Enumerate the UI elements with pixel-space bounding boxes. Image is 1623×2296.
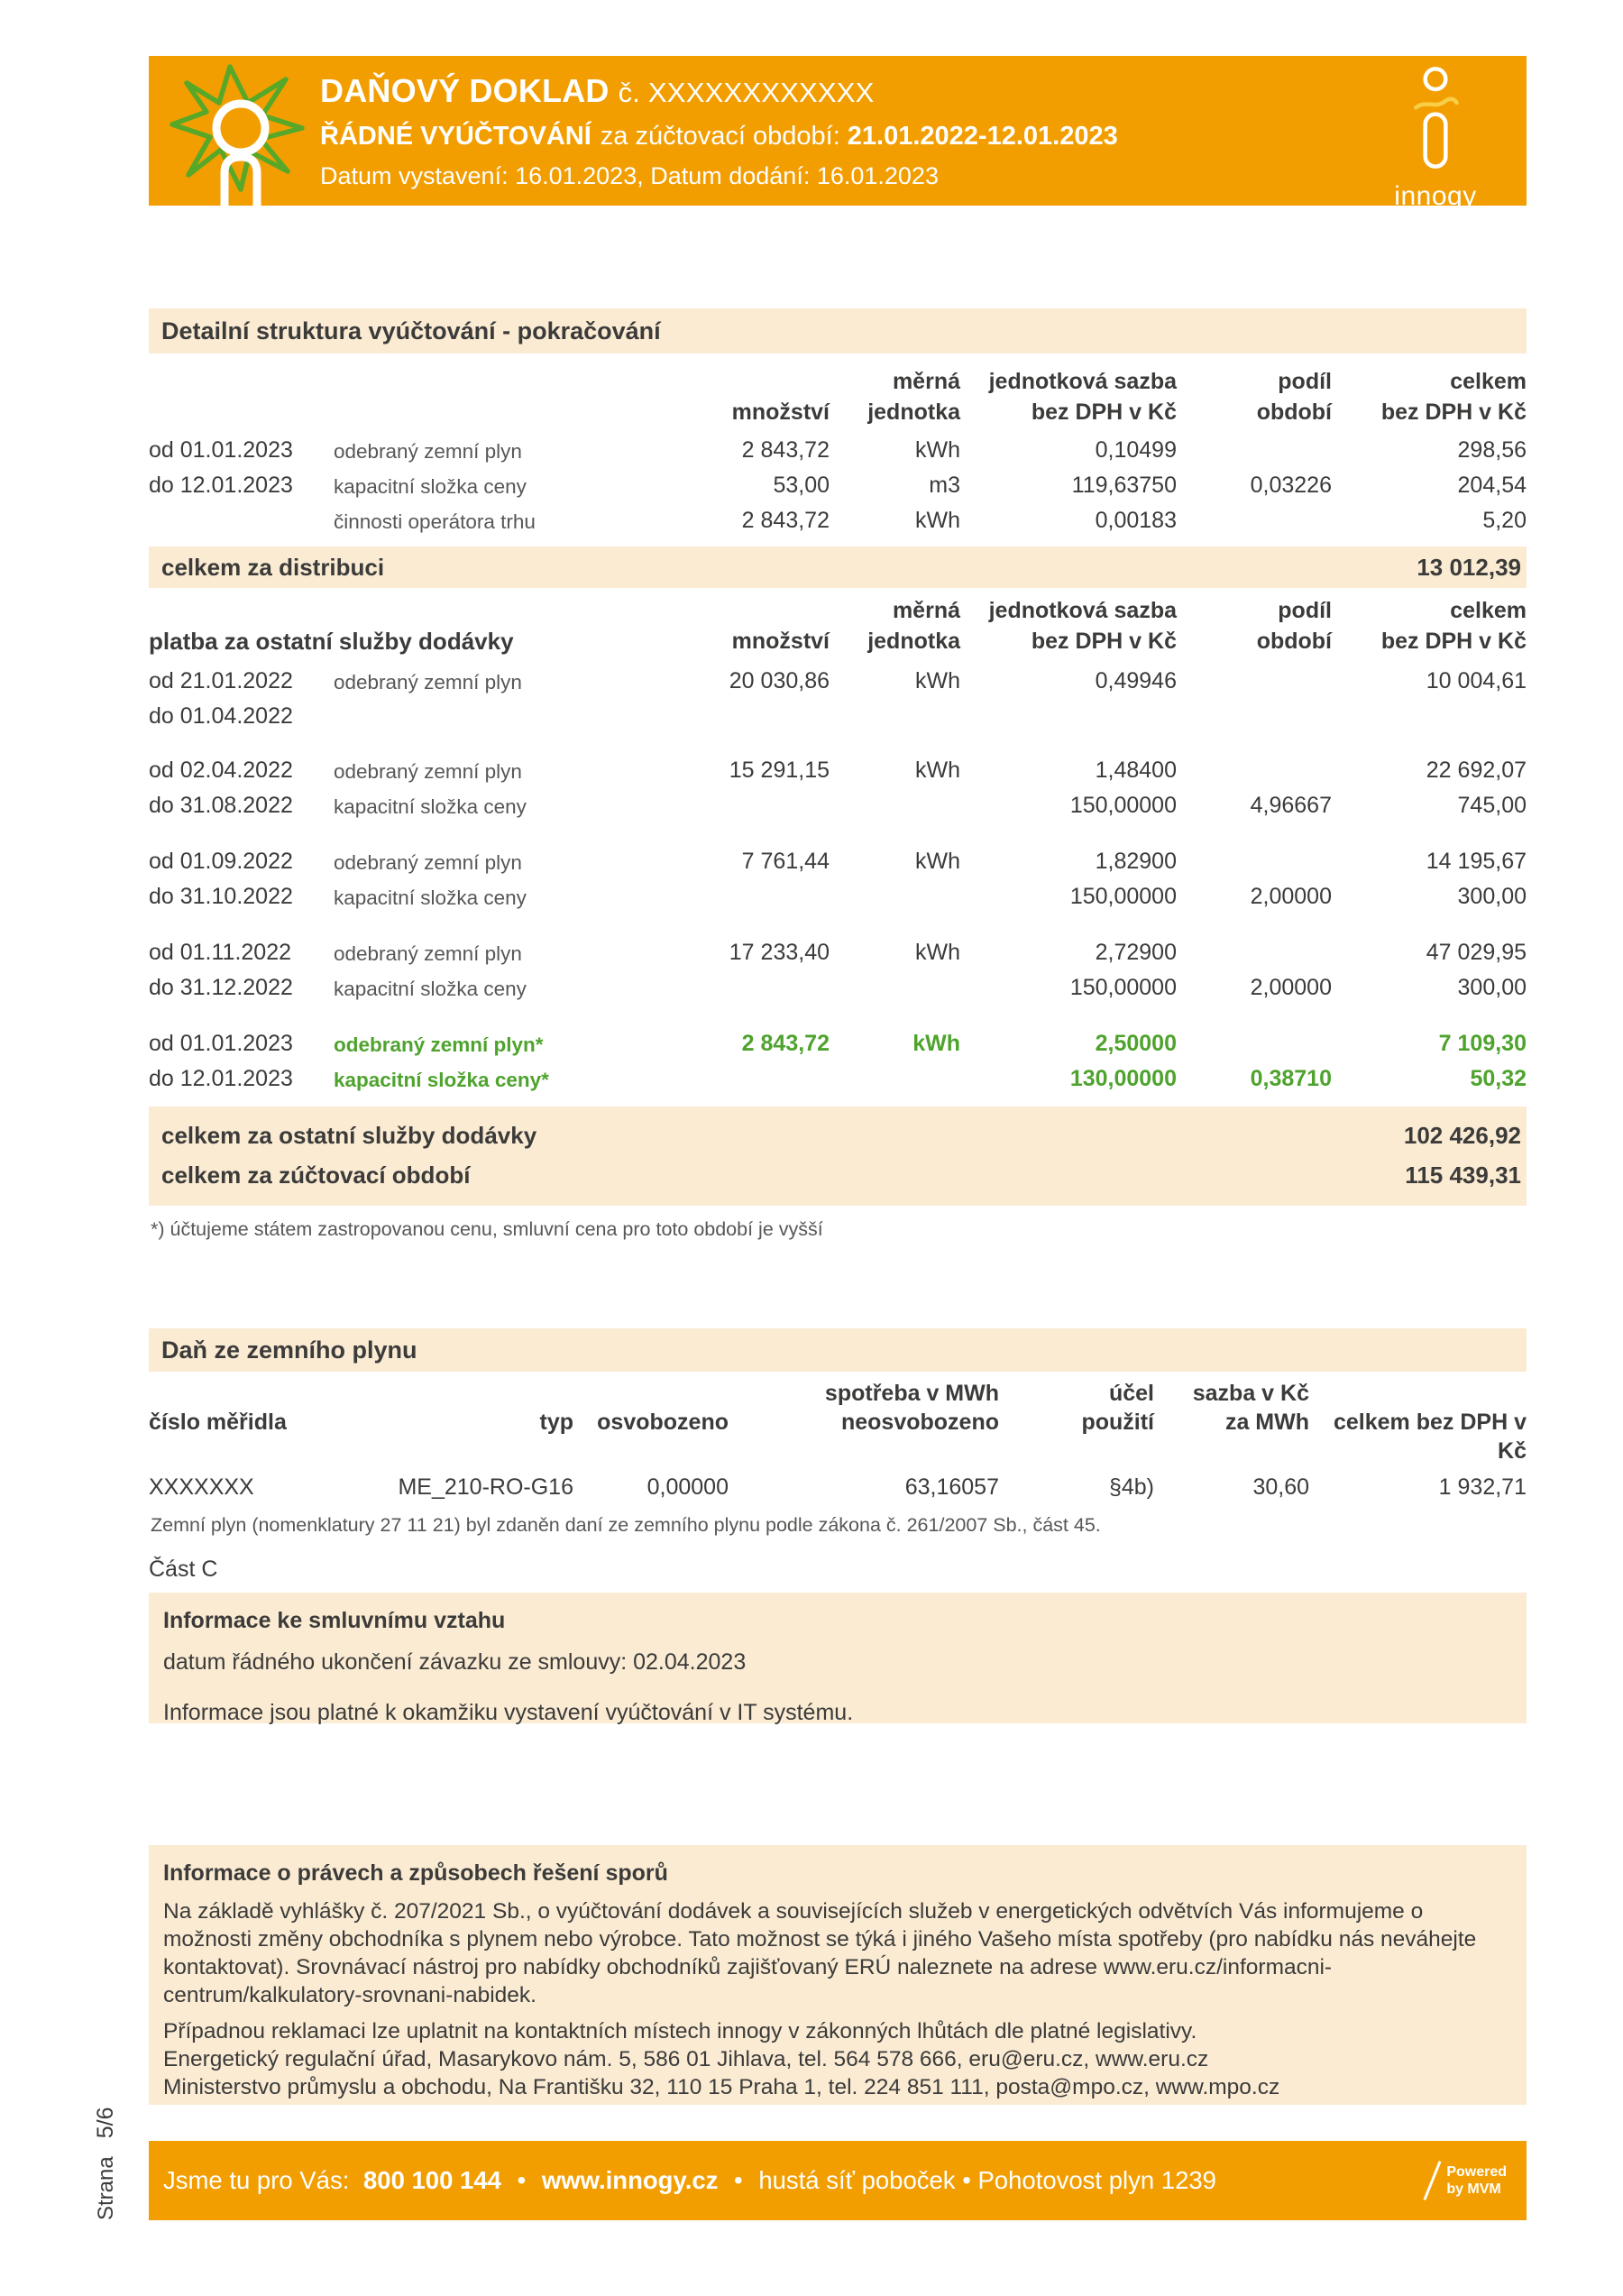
- row-qty: [631, 881, 830, 914]
- table-header-row-2: [149, 626, 1527, 657]
- footer-suffix: hustá síť poboček • Pohotovost plyn 1239: [758, 2166, 1216, 2194]
- table-row: [149, 470, 1527, 502]
- contract-info-box: [149, 1593, 1527, 1723]
- row-share: 2,00000: [1250, 975, 1332, 1000]
- row-total: 745,00: [1457, 793, 1527, 818]
- row-unit: [830, 701, 960, 731]
- row-qty: 15 291,15: [729, 758, 830, 783]
- distribution-total-bar: [149, 546, 1527, 588]
- row-unit: kWh: [915, 508, 960, 533]
- col-meter-header: číslo měřidla: [149, 1410, 287, 1435]
- row-qty: 7 761,44: [741, 849, 830, 874]
- table-header-row-1: [149, 595, 1527, 626]
- powered-line-1: Powered: [1446, 2164, 1507, 2180]
- document-subtitle-line: [320, 122, 1118, 152]
- capped-price-footnote: *) účtujeme státem zastropovanou cenu, smluvní cena pro toto období je vyšší: [151, 1218, 823, 1240]
- col-type-header: typ: [539, 1410, 573, 1435]
- row-unit: kWh: [915, 668, 960, 693]
- table-row: [149, 937, 1527, 969]
- table-row: [149, 701, 1527, 731]
- col-unit-header-2: jednotka: [867, 629, 960, 654]
- row-date: od 01.01.2023: [149, 1031, 293, 1056]
- col-unit-header-1: měrná: [892, 369, 960, 394]
- row-date: do 31.12.2022: [149, 975, 293, 1000]
- tax-total: 1 932,71: [1438, 1474, 1527, 1500]
- row-qty: 2 843,72: [741, 437, 830, 463]
- row-date: od 01.01.2023: [149, 437, 293, 463]
- billing-period-total-label: celkem za zúčtovací období: [161, 1162, 471, 1189]
- row-share: 0,38710: [1250, 1066, 1332, 1091]
- col-total-header-1: celkem: [1450, 369, 1527, 394]
- gas-tax-section-title: Daň ze zemního plynu: [149, 1328, 1527, 1372]
- row-date: do 31.08.2022: [149, 793, 293, 818]
- row-rate: 0,49946: [1095, 668, 1177, 693]
- table-row: [149, 881, 1527, 914]
- row-rate: 1,82900: [1095, 849, 1177, 874]
- exempt-value: 0,00000: [646, 1474, 729, 1500]
- contract-end-date-line: datum řádného ukončení závazku ze smlouvy: 02.04.2023: [163, 1649, 747, 1675]
- row-unit: m3: [929, 473, 960, 498]
- row-share: 4,96667: [1250, 793, 1332, 818]
- col-share-header-1: podíl: [1278, 598, 1332, 623]
- row-date: do 31.10.2022: [149, 884, 293, 909]
- row-total: 10 004,61: [1426, 668, 1527, 693]
- row-label: odebraný zemní plyn: [334, 440, 522, 463]
- row-total: 22 692,07: [1426, 758, 1527, 783]
- distribution-table-rows: [149, 435, 1527, 537]
- supply-table-header: [149, 595, 1527, 657]
- row-qty: 53,00: [773, 473, 830, 498]
- distribution-table-header: [149, 366, 1527, 427]
- row-qty: 2 843,72: [741, 1031, 830, 1056]
- row-total: 300,00: [1457, 884, 1527, 909]
- col-total-header-2: bez DPH v Kč: [1380, 400, 1527, 425]
- part-c-label: Část C: [149, 1557, 218, 1582]
- nonexempt-value: 63,16057: [904, 1474, 999, 1500]
- row-total: 7 109,30: [1438, 1031, 1527, 1056]
- info-validity-line: Informace jsou platné k okamžiku vystavení vyúčtování v IT systému.: [163, 1700, 854, 1725]
- supply-section: [149, 595, 1527, 1241]
- row-share: 2,00000: [1250, 884, 1332, 909]
- table-row: [149, 972, 1527, 1005]
- row-share: [1177, 846, 1332, 878]
- row-unit: kWh: [915, 437, 960, 463]
- row-label: odebraný zemní plyn*: [334, 1033, 544, 1056]
- table-header-row-1: [149, 1379, 1527, 1408]
- slash-icon: [1424, 2161, 1442, 2200]
- footer-website: www.innogy.cz: [541, 2166, 719, 2194]
- table-row: [149, 790, 1527, 822]
- footer-contact-line: [163, 2166, 1216, 2195]
- table-row: [149, 846, 1527, 878]
- row-label: odebraný zemní plyn: [334, 671, 522, 693]
- col-total-header: celkem bez DPH v Kč: [1334, 1410, 1527, 1464]
- row-unit: kWh: [912, 1031, 960, 1056]
- footer-prefix: Jsme tu pro Vás:: [163, 2166, 350, 2194]
- row-total: 50,32: [1470, 1066, 1527, 1091]
- row-qty: [631, 790, 830, 822]
- disputes-info-box: [149, 1845, 1527, 2105]
- row-date: [149, 505, 334, 537]
- billing-period: 21.01.2022-12.01.2023: [847, 122, 1118, 151]
- row-label: odebraný zemní plyn: [334, 851, 522, 874]
- innogy-star-icon: [165, 56, 316, 206]
- disputes-title: Informace o právech a způsobech řešení sporů: [163, 1860, 668, 1886]
- contract-info-title: Informace ke smluvnímu vztahu: [163, 1608, 506, 1633]
- header-text: [320, 72, 1118, 190]
- table-header-row-2: [149, 1408, 1527, 1465]
- row-rate: 2,50000: [1095, 1031, 1177, 1056]
- col-share-header-2: období: [1256, 400, 1332, 425]
- document-number: č. XXXXXXXXXXXX: [618, 77, 875, 108]
- footer-phone: 800 100 144: [362, 2166, 501, 2194]
- page-number-word: Strana: [94, 2156, 118, 2220]
- row-rate: [960, 701, 1177, 731]
- row-rate: 150,00000: [1069, 884, 1177, 909]
- row-qty: [631, 972, 830, 1005]
- meter-number: XXXXXXX: [149, 1474, 254, 1500]
- col-total-header-2: bez DPH v Kč: [1380, 629, 1527, 654]
- distribution-section-title: Detailní struktura vyúčtování - pokračování: [149, 308, 1527, 354]
- col-unit-header-1: měrná: [892, 598, 960, 623]
- row-label: odebraný zemní plyn: [334, 942, 522, 965]
- col-exempt-header: osvobozeno: [597, 1410, 729, 1435]
- mpo-contact-line: Ministerstvo průmyslu a obchodu, Na Františku 32, 110 15 Praha 1, tel. 224 851 111, posta@mpo.cz, www.mpo.cz: [163, 2075, 1280, 2099]
- col-unit-header-2: jednotka: [867, 400, 960, 425]
- disputes-paragraph: Na základě vyhlášky č. 207/2021 Sb., o vyúčtování dodávek a souvisejících služeb v energetických odvětvích Vás informujeme o možnosti změny obchodníka s plynem nebo výrobce. Tato možnost se týká i jiného Vašeho místa spotřeby (pro nabídku nás neváhejte kontaktovat). Srovnávací nástroj pro nabídky obchodníků zajišťovaný ERÚ naleznete na adrese www.eru.cz/informacni-centrum/kalkulatory-srovnani-nabidek.: [163, 1899, 1477, 2007]
- row-rate: 119,63750: [1071, 473, 1177, 498]
- row-share: [1177, 1028, 1332, 1061]
- use-paragraph: §4b): [1108, 1474, 1154, 1500]
- table-row: [149, 666, 1527, 698]
- col-purpose-header-1: účel: [1108, 1381, 1154, 1406]
- col-rate-header-1: sazba v Kč: [1192, 1381, 1309, 1406]
- row-date: od 21.01.2022: [149, 668, 293, 693]
- row-total: 298,56: [1457, 437, 1527, 463]
- row-unit: kWh: [915, 849, 960, 874]
- gas-tax-table-header: [149, 1379, 1527, 1465]
- supply-total-label: celkem za ostatní služby dodávky: [161, 1122, 537, 1149]
- supply-table-rows: [149, 666, 1527, 1096]
- row-total: 300,00: [1457, 975, 1527, 1000]
- col-qty-header: množství: [731, 629, 830, 654]
- row-qty: [631, 1063, 830, 1096]
- row-share: [1177, 937, 1332, 969]
- distribution-section: [149, 308, 1527, 588]
- row-share: [1177, 701, 1332, 731]
- innogy-logo: [1368, 65, 1503, 212]
- col-qty-header: množství: [731, 400, 830, 425]
- billing-period-total-value: 115 439,31: [1405, 1162, 1521, 1189]
- row-label: odebraný zemní plyn: [334, 760, 522, 783]
- row-unit: [830, 790, 960, 822]
- row-label: kapacitní složka ceny: [334, 475, 527, 498]
- supply-section-title: platba za ostatní služby dodávky: [149, 628, 514, 655]
- footer-bar: [149, 2141, 1527, 2220]
- powered-by-text: [1446, 2163, 1507, 2198]
- row-qty: 20 030,86: [729, 668, 830, 693]
- row-total: [1332, 701, 1527, 731]
- col-rate-header-2: bez DPH v Kč: [1031, 400, 1177, 425]
- billing-period-total-row: [161, 1155, 1521, 1195]
- col-rate-header-1: jednotková sazba: [988, 369, 1177, 394]
- footer-separator: •: [517, 2166, 527, 2194]
- header-banner: [149, 56, 1527, 211]
- table-row: [149, 505, 1527, 537]
- row-date: do 12.01.2023: [149, 473, 293, 498]
- gas-tax-row: [149, 1473, 1527, 1502]
- billing-type: ŘÁDNÉ VYÚČTOVÁNÍ: [320, 122, 591, 151]
- page-number-label: [93, 2108, 119, 2220]
- row-rate: 0,10499: [1095, 437, 1177, 463]
- gas-tax-footnote: Zemní plyn (nomenklatury 27 11 21) byl zdaněn daní ze zemního plynu podle zákona č. 261/2007 Sb., část 45.: [151, 1514, 1101, 1536]
- table-row: [149, 435, 1527, 467]
- table-row-capped-price: [149, 1028, 1527, 1061]
- table-header-row-1: [149, 366, 1527, 397]
- row-qty: 2 843,72: [741, 508, 830, 533]
- row-date: od 02.04.2022: [149, 758, 293, 783]
- col-use-header: použití: [1081, 1410, 1154, 1435]
- row-label: činnosti operátora trhu: [334, 510, 536, 533]
- innogy-wordmark: innogy: [1394, 181, 1477, 211]
- row-unit: [830, 881, 960, 914]
- row-date: do 12.01.2023: [149, 1066, 293, 1091]
- row-qty: [631, 701, 830, 731]
- distribution-total-value: 13 012,39: [1417, 553, 1521, 581]
- row-date: do 01.04.2022: [149, 703, 293, 729]
- supply-totals-block: [149, 1107, 1527, 1206]
- powered-by-mvm: [1431, 2160, 1507, 2201]
- eru-contact-line: Energetický regulační úřad, Masarykovo nám. 5, 586 01 Jihlava, tel. 564 578 666, eru@eru.cz, www.eru.cz: [163, 2047, 1209, 2071]
- row-date: od 01.11.2022: [149, 940, 292, 965]
- row-qty: 17 233,40: [729, 940, 830, 965]
- col-share-header-2: období: [1256, 629, 1332, 654]
- row-rate: 2,72900: [1095, 940, 1177, 965]
- supply-total-row: [161, 1116, 1521, 1155]
- document-title-line: [320, 72, 1118, 110]
- row-rate: 1,48400: [1095, 758, 1177, 783]
- rate-per-mwh: 30,60: [1252, 1474, 1309, 1500]
- row-share: 0,03226: [1250, 473, 1332, 498]
- row-total: 47 029,95: [1426, 940, 1527, 965]
- row-date: od 01.09.2022: [149, 849, 293, 874]
- meter-type: ME_210-RO-G16: [398, 1474, 573, 1500]
- col-rate-header-2: bez DPH v Kč: [1031, 629, 1177, 654]
- row-label: [334, 701, 631, 731]
- row-share: [1177, 666, 1332, 698]
- row-rate: 150,00000: [1069, 975, 1177, 1000]
- issue-dates-line: Datum vystavení: 16.01.2023, Datum dodání: 16.01.2023: [320, 162, 939, 189]
- row-share: [1177, 435, 1332, 467]
- row-rate: 0,00183: [1095, 508, 1177, 533]
- row-unit: kWh: [915, 758, 960, 783]
- col-share-header-1: podíl: [1278, 369, 1332, 394]
- row-label: kapacitní složka ceny: [334, 886, 527, 909]
- row-label: kapacitní složka ceny: [334, 978, 527, 1000]
- supply-total-value: 102 426,92: [1403, 1122, 1521, 1149]
- row-label: kapacitní složka ceny*: [334, 1069, 549, 1091]
- col-nonexempt-header: neosvobozeno: [840, 1410, 999, 1435]
- row-share: [1177, 505, 1332, 537]
- gas-tax-section: [149, 1328, 1527, 1537]
- row-unit: [830, 972, 960, 1005]
- col-per-mwh-header: za MWh: [1224, 1410, 1309, 1435]
- row-unit: [830, 1063, 960, 1096]
- document-title: DAŇOVÝ DOKLAD: [320, 72, 610, 109]
- table-header-row-2: [149, 397, 1527, 427]
- row-label: kapacitní složka ceny: [334, 795, 527, 818]
- innogy-i-mark-icon: [1409, 65, 1462, 175]
- billing-period-label: za zúčtovací období:: [600, 122, 840, 151]
- footer-separator: •: [734, 2166, 743, 2194]
- distribution-total-label: celkem za distribuci: [161, 553, 385, 581]
- col-consumption-header-1: spotřeba v MWh: [824, 1381, 999, 1406]
- page-number-value: 5/6: [93, 2107, 118, 2139]
- col-total-header-1: celkem: [1450, 598, 1527, 623]
- disputes-paragraph: Případnou reklamaci lze uplatnit na kontaktních místech innogy v zákonných lhůtách dle platné legislativy.: [163, 2019, 1197, 2043]
- row-total: 5,20: [1482, 508, 1527, 533]
- row-total: 204,54: [1457, 473, 1527, 498]
- table-row-capped-price: [149, 1063, 1527, 1096]
- row-unit: kWh: [915, 940, 960, 965]
- row-rate: 150,00000: [1069, 793, 1177, 818]
- row-share: [1177, 755, 1332, 787]
- row-rate: 130,00000: [1069, 1066, 1177, 1091]
- row-total: 14 195,67: [1426, 849, 1527, 874]
- table-row: [149, 755, 1527, 787]
- powered-line-2: by MVM: [1446, 2181, 1501, 2197]
- col-rate-header-1: jednotková sazba: [988, 598, 1177, 623]
